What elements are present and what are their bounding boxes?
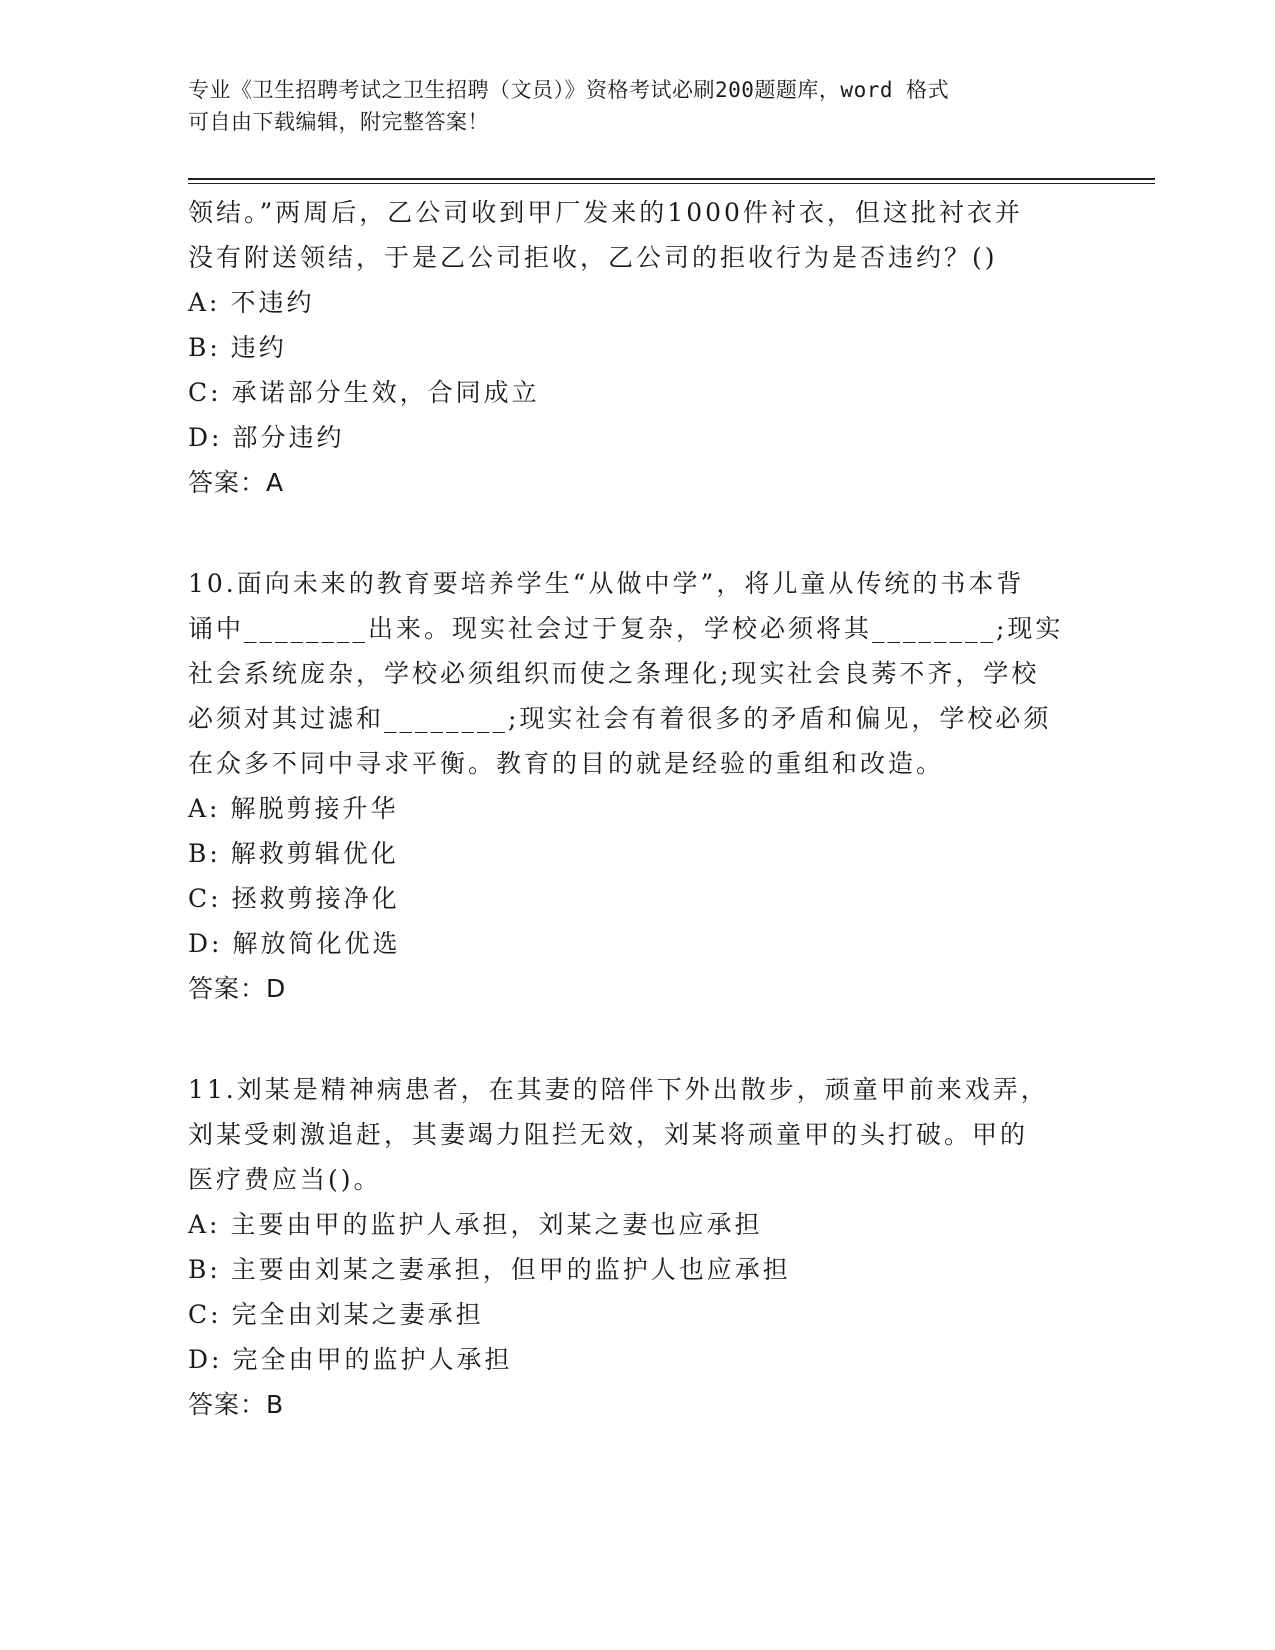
header-line-1: 专业《卫生招聘考试之卫生招聘（文员）》资格考试必刷200题题库，word 格式: [188, 78, 950, 102]
question-11: [188, 1067, 1088, 1427]
option-label: B:: [188, 1255, 221, 1284]
document-body: [188, 190, 1088, 1427]
question-text-line: 11.刘某是精神病患者，在其妻的陪伴下外出散步，顽童甲前来戏弄，: [188, 1075, 1049, 1104]
option-label: A:: [188, 1210, 221, 1239]
option-label: A:: [188, 794, 221, 823]
option-text: 主要由刘某之妻承担，但甲的监护人也应承担: [230, 1255, 791, 1284]
question-text-line: 必须对其过滤和________;现实社会有着很多的矛盾和偏见，学校必须: [188, 704, 1052, 733]
option-label: C:: [188, 1300, 222, 1329]
question-continued: [188, 190, 1088, 505]
option-label: A:: [188, 288, 221, 317]
option-text: 承诺部分生效，合同成立: [231, 378, 540, 407]
question-text-line: 在众多不同中寻求平衡。教育的目的就是经验的重组和改造。: [188, 749, 945, 778]
question-text-line: 10.面向未来的教育要培养学生“从做中学”，将儿童从传统的书本背: [188, 569, 1025, 598]
option-label: D:: [188, 929, 223, 958]
header-divider-thin: [188, 183, 1155, 184]
option-b: [188, 325, 1088, 370]
question-text-line: 诵中________出来。现实社会过于复杂，学校必须将其________;现实: [188, 614, 1064, 643]
option-text: 解脱剪接升华: [230, 794, 399, 823]
option-d: [188, 1337, 1088, 1382]
option-a: [188, 1202, 1088, 1247]
option-d: [188, 415, 1088, 460]
option-a: [188, 786, 1088, 831]
option-d: [188, 921, 1088, 966]
option-text: 部分违约: [232, 423, 345, 452]
option-text: 违约: [230, 333, 287, 362]
question-spacer: [188, 505, 1088, 561]
option-text: 解放简化优选: [232, 929, 401, 958]
option-text: 不违约: [230, 288, 315, 317]
option-c: [188, 370, 1088, 415]
question-text-line: 刘某受刺激追赶，其妻竭力阻拦无效，刘某将顽童甲的头打破。甲的: [188, 1120, 1029, 1149]
option-label: C:: [188, 884, 222, 913]
option-label: B:: [188, 839, 221, 868]
question-10: [188, 561, 1088, 1011]
document-header: [188, 74, 1068, 138]
question-text-line: 医疗费应当()。: [188, 1165, 382, 1194]
option-text: 完全由甲的监护人承担: [232, 1345, 513, 1374]
answer-line: 答案：D: [188, 974, 287, 1003]
option-c: [188, 876, 1088, 921]
question-text-line: 没有附送领结，于是乙公司拒收，乙公司的拒收行为是否违约？(): [188, 243, 998, 272]
option-text: 解救剪辑优化: [230, 839, 399, 868]
option-label: D:: [188, 423, 223, 452]
header-divider-thick: [188, 178, 1155, 180]
option-text: 主要由甲的监护人承担，刘某之妻也应承担: [230, 1210, 763, 1239]
question-text-line: 领结。”两周后，乙公司收到甲厂发来的1000件衬衣，但这批衬衣并: [188, 198, 1023, 227]
answer-line: 答案：A: [188, 468, 285, 497]
option-label: C:: [188, 378, 222, 407]
option-label: D:: [188, 1345, 223, 1374]
header-line-2: 可自由下载编辑，附完整答案！: [188, 110, 489, 134]
option-b: [188, 831, 1088, 876]
option-b: [188, 1247, 1088, 1292]
option-c: [188, 1292, 1088, 1337]
option-label: B:: [188, 333, 221, 362]
option-a: [188, 280, 1088, 325]
option-text: 拯救剪接净化: [231, 884, 400, 913]
option-text: 完全由刘某之妻承担: [231, 1300, 484, 1329]
question-text-line: 社会系统庞杂，学校必须组织而使之条理化;现实社会良莠不齐，学校: [188, 659, 1040, 688]
question-spacer: [188, 1011, 1088, 1067]
answer-line: 答案：B: [188, 1390, 285, 1419]
